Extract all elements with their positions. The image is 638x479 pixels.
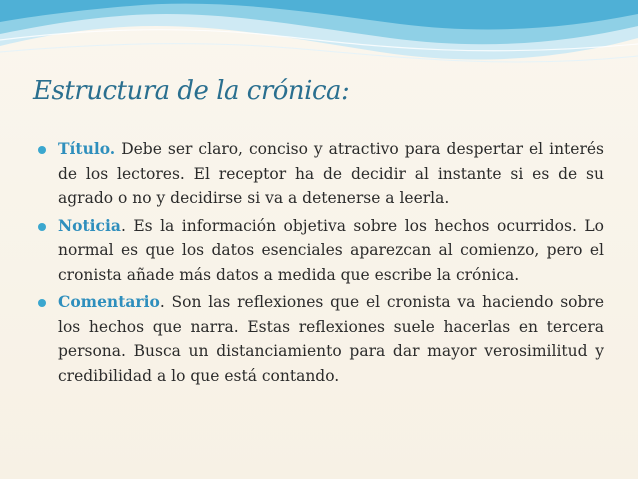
bullet-text: . Son las reflexiones que el cronista va haciendo sobre los hechos que narra. Estas reflexiones suele hacerlas en tercera persona. Busca un distanciamiento para dar mayor verosimilitud y credibilidad a lo que está contando. xyxy=(58,293,604,385)
bullet-dot-icon xyxy=(38,299,46,307)
list-item xyxy=(38,137,604,211)
bullet-term: Título. xyxy=(58,139,116,158)
slide-title: Estructura de la crónica: xyxy=(33,76,350,106)
bullet-text: Debe ser claro, conciso y atractivo para despertar el interés de los lectores. El receptor ha de decidir al instante si es de su agrado o no y decidirse si va a detenerse a leerla. xyxy=(58,140,604,207)
list-item xyxy=(38,290,604,388)
bullet-list xyxy=(38,137,604,391)
bullet-text: . Es la información objetiva sobre los hechos ocurridos. Lo normal es que los datos esenciales aparezcan al comienzo, pero el cronista añade más datos a medida que escribe la crónica. xyxy=(58,216,604,284)
bullet-term: Noticia xyxy=(58,215,121,235)
list-item xyxy=(38,214,604,288)
bullet-term: Comentario xyxy=(58,292,160,311)
bullet-dot-icon xyxy=(38,146,46,154)
bullet-dot-icon xyxy=(38,223,46,231)
wave-header-decoration xyxy=(0,0,638,72)
